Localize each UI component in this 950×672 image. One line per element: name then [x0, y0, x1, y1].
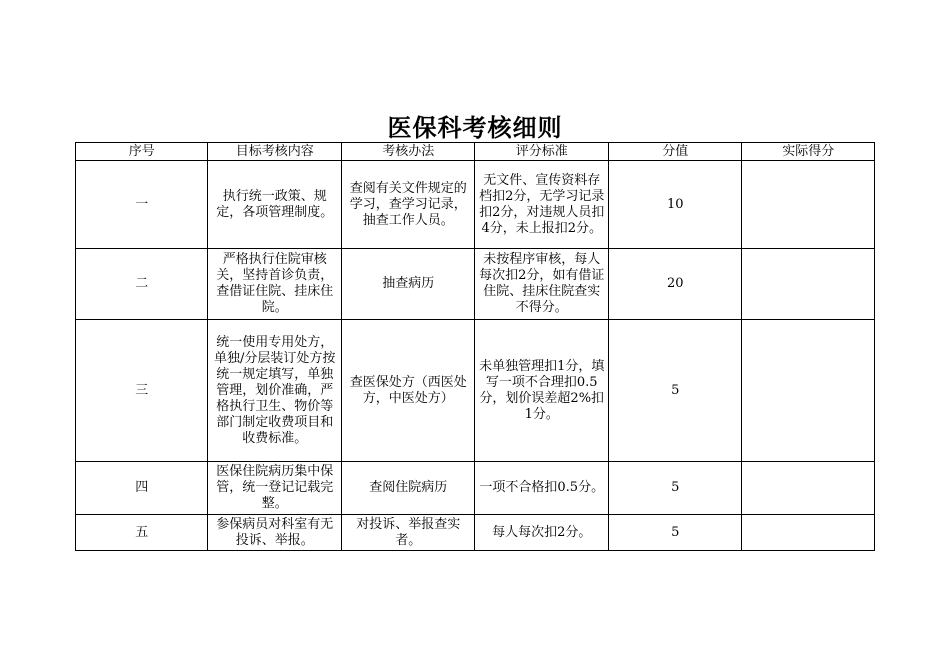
row-criteria: 一项不合格扣0.5分。	[475, 462, 609, 515]
row-method: 抽查病历	[341, 249, 475, 320]
row-score: 5	[608, 515, 742, 551]
table-row	[76, 462, 875, 515]
row-actual-score[interactable]	[742, 515, 875, 551]
row-content: 医保住院病历集中保管，统一登记记载完整。	[208, 462, 342, 515]
row-criteria: 每人每次扣2分。	[475, 515, 609, 551]
header-score: 分值	[608, 143, 742, 161]
row-content: 执行统一政策、规定，各项管理制度。	[208, 161, 342, 249]
table-row	[76, 161, 875, 249]
table-row	[76, 249, 875, 320]
row-seq: 四	[76, 462, 208, 515]
row-method: 查医保处方（西医处方，中医处方）	[341, 320, 475, 462]
row-content: 参保病员对科室有无投诉、举报。	[208, 515, 342, 551]
row-content: 严格执行住院审核关，坚持首诊负责，查借证住院、挂床住院。	[208, 249, 342, 320]
assessment-table	[75, 142, 875, 551]
row-method: 查阅有关文件规定的学习，查学习记录，抽查工作人员。	[341, 161, 475, 249]
row-seq: 三	[76, 320, 208, 462]
row-actual-score[interactable]	[742, 249, 875, 320]
row-method: 对投诉、举报查实者。	[341, 515, 475, 551]
table-row	[76, 320, 875, 462]
row-actual-score[interactable]	[742, 320, 875, 462]
table-header-row	[76, 143, 875, 161]
row-criteria: 未按程序审核，每人每次扣2分，如有借证住院、挂床住院查实不得分。	[475, 249, 609, 320]
row-score: 10	[608, 161, 742, 249]
header-actual-score: 实际得分	[742, 143, 875, 161]
page-title: 医保科考核细则	[387, 113, 563, 142]
header-method: 考核办法	[341, 143, 475, 161]
row-seq: 一	[76, 161, 208, 249]
table-row	[76, 515, 875, 551]
row-score: 5	[608, 462, 742, 515]
row-actual-score[interactable]	[742, 161, 875, 249]
header-seq: 序号	[76, 143, 208, 161]
row-criteria: 未单独管理扣1分，填写一项不合理扣0.5分，划价误差超2%扣1分。	[475, 320, 609, 462]
row-actual-score[interactable]	[742, 462, 875, 515]
row-method: 查阅住院病历	[341, 462, 475, 515]
row-criteria: 无文件、宣传资料存档扣2分，无学习记录扣2分，对违规人员扣4分，未上报扣2分。	[475, 161, 609, 249]
header-criteria: 评分标准	[475, 143, 609, 161]
row-seq: 五	[76, 515, 208, 551]
row-score: 5	[608, 320, 742, 462]
row-content: 统一使用专用处方，单独/分层装订处方按统一规定填写，单独管理，划价准确，严格执行卫生、物价等部门制定收费项目和收费标准。	[208, 320, 342, 462]
header-content: 目标考核内容	[208, 143, 342, 161]
row-seq: 二	[76, 249, 208, 320]
row-score: 20	[608, 249, 742, 320]
